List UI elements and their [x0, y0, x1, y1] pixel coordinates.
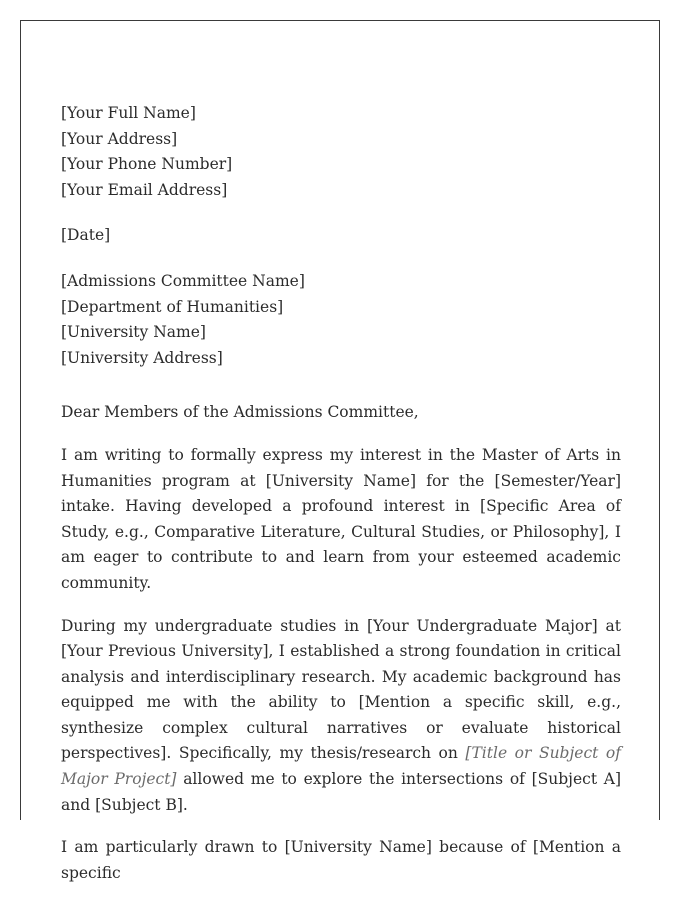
letter-body: [61, 101, 621, 903]
letter-page: [20, 20, 660, 882]
paragraph-background: [61, 614, 621, 819]
sender-address: [Your Address]: [61, 129, 178, 148]
recipient-committee: [Admissions Committee Name]: [61, 271, 305, 290]
date-block: [61, 223, 621, 249]
paragraph-background-text-2: allowed me to explore the intersections of [Subject A] and [Subject B].: [61, 770, 621, 814]
salutation: Dear Members of the Admissions Committee,: [61, 403, 419, 422]
recipient-department: [Department of Humanities]: [61, 297, 284, 316]
paragraph-background-text-1: During my undergraduate studies in [Your Undergraduate Major] at [Your Previous University], I established a strong foundation in critical analysis and interdisciplinary research. My academic background has equipped me with the ability to [Mention a specific skill, e.g., synthesize complex cultural narratives or evaluate historical perspectives]. Specifically, my thesis/research on: [61, 616, 621, 763]
sender-name: [Your Full Name]: [61, 104, 196, 122]
letter-date: [Date]: [61, 226, 111, 245]
recipient-university: [University Name]: [61, 323, 206, 342]
sender-email: [Your Email Address]: [61, 180, 228, 199]
recipient-address: [University Address]: [61, 348, 223, 367]
sender-block: [61, 101, 621, 203]
paragraph-intro: I am writing to formally express my interest in the Master of Arts in Humanities program at [University Name] for the [Semester/Year] intake. Having developed a profound interest in [Specific Area of Study, e.g., Comparative Literature, Cultural Studies, or Philosophy], I am eager to contribute to and learn from your esteemed academic community.: [61, 445, 621, 592]
sender-phone: [Your Phone Number]: [61, 155, 233, 174]
recipient-block: [61, 269, 621, 371]
paragraph-motivation: I am particularly drawn to [University Name] because of [Mention a specific: [61, 838, 621, 882]
project-title-placeholder: [Title or Subject of Major Project]: [61, 744, 621, 789]
